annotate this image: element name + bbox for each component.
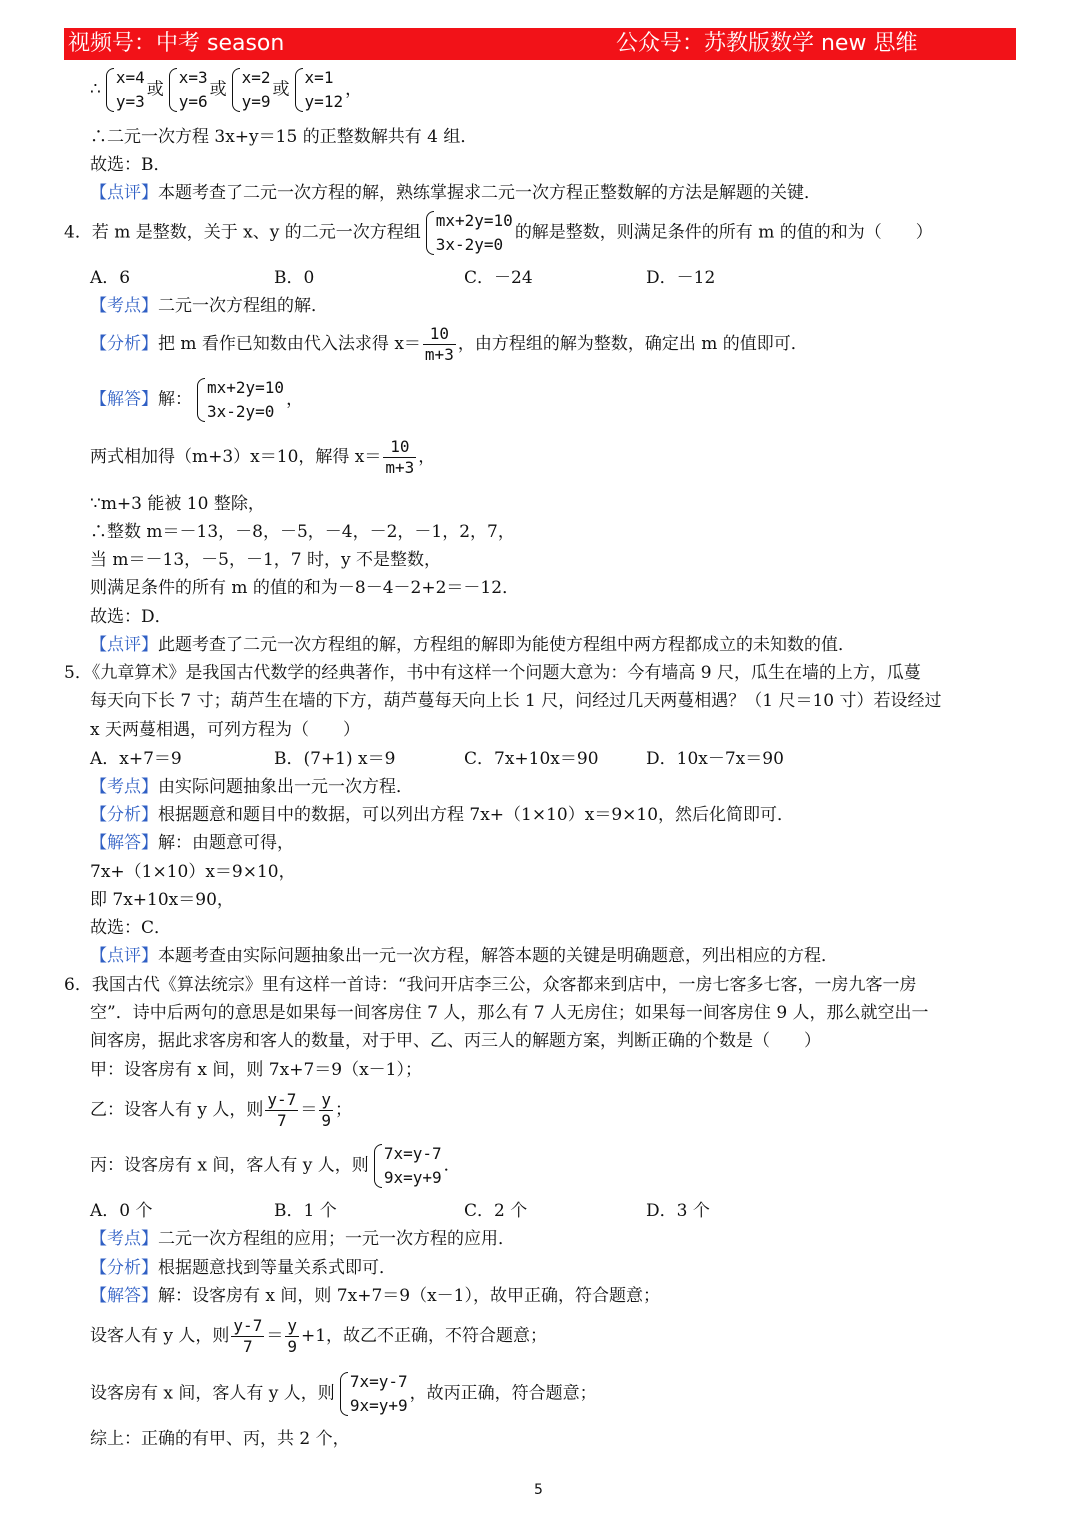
q5-solution: 【解答】解：由题意可得， bbox=[90, 833, 294, 853]
system-brace: 7x=y-7 9x=y+9 bbox=[371, 1142, 442, 1190]
q5-stem-line1: 5．《九章算术》是我国古代数学的经典著作，书中有这样一个问题大意为：今有墙高 9 尺，瓜生在墙的上方，瓜蔓 bbox=[64, 663, 921, 683]
q5-step1: 7x+（1×10）x＝9×10， bbox=[90, 862, 296, 882]
q5-option-d: D．10x－7x＝90 bbox=[646, 749, 784, 769]
review-tag: 【点评】 bbox=[90, 183, 158, 203]
system-brace: x=3 y=6 bbox=[166, 66, 208, 114]
q6-stem-line1: 6．我国古代《算法统宗》里有这样一首诗：“我问开店李三公，众客都来到店中，一房七客多七客，一房九客一房 bbox=[64, 975, 917, 995]
q3-solution-sets: ∴ x=4 y=3 或 x=3 y=6 或 x=2 y=9 或 x=1 y=12 ， bbox=[90, 66, 362, 114]
fraction: $\frac{y}{9}$ bbox=[287, 1316, 297, 1356]
q6-stem-line2: 空”．诗中后两句的意思是如果每一间客房住 7 人，那么有 7 人无房住；如果每一间客房住 9 人，那么就空出一 bbox=[90, 1003, 929, 1023]
q6-summary: 综上：正确的有甲、丙，共 2 个， bbox=[90, 1429, 350, 1449]
header-banner bbox=[64, 28, 1016, 60]
q4-point: 【考点】二元一次方程组的解． bbox=[90, 296, 328, 316]
q6-option-a: A．0 个 bbox=[90, 1201, 153, 1221]
q4-analysis: 【分析】把 m 看作已知数由代入法求得 x＝ $\frac{10}{m+3}$ ，由方程组的解为整数，确定出 m 的值即可． bbox=[90, 324, 808, 364]
q6-stem-line3: 间客房，据此求客房和客人的数量，对于甲、乙、丙三人的解题方案，判断正确的个数是（ ） bbox=[90, 1031, 821, 1051]
q4-answer: 故选：D． bbox=[90, 607, 172, 627]
q4-step4: 当 m＝－13，－5，－1，7 时，y 不是整数， bbox=[90, 550, 442, 570]
q4-review: 【点评】此题考查了二元一次方程组的解，方程组的解即为能使方程组中两方程都成立的未知数的值． bbox=[90, 635, 855, 655]
system-brace: 7x=y-7 9x=y+9 bbox=[337, 1370, 408, 1418]
system-brace: x=1 y=12 bbox=[292, 66, 344, 114]
fraction: $\frac{y-7}{7}$ bbox=[233, 1316, 263, 1356]
q6-solution: 【解答】解：设客房有 x 间，则 7x+7＝9（x－1），故甲正确，符合题意； bbox=[90, 1286, 660, 1306]
system-brace: mx+2y=10 3x-2y=0 bbox=[423, 209, 513, 257]
header-right-text: 公众号：苏教版数学 new 思维 bbox=[616, 31, 918, 56]
q4-stem: 4．若 m 是整数，关于 x、y 的二元一次方程组 mx+2y=10 3x-2y=0 的解是整数，则满足条件的所有 m 的值的和为（ ） bbox=[64, 209, 933, 257]
fraction: $\frac{y}{9}$ bbox=[321, 1090, 331, 1130]
q4-solution: 【解答】解： mx+2y=10 3x-2y=0 ， bbox=[90, 376, 303, 424]
q6-step-bing: 设客房有 x 间，客人有 y 人，则 7x=y-7 9x=y+9 ，故丙正确，符合题意； bbox=[90, 1370, 597, 1418]
q5-analysis: 【分析】根据题意和题目中的数据，可以列出方程 7x+（1×10）x＝9×10，然后化简即可． bbox=[90, 805, 795, 825]
q3-conclusion: ∴二元一次方程 3x+y＝15 的正整数解共有 4 组． bbox=[90, 127, 478, 147]
q3-answer: 故选：B． bbox=[90, 155, 171, 175]
q6-option-b: B．1 个 bbox=[274, 1201, 337, 1221]
q3-review: 【点评】本题考查了二元一次方程的解，熟练掌握求二元一次方程正整数解的方法是解题的关键． bbox=[90, 183, 821, 203]
q6-plan-bing: 丙：设客房有 x 间，客人有 y 人，则 7x=y-7 9x=y+9 ． bbox=[90, 1142, 461, 1190]
q5-step2: 即 7x+10x＝90， bbox=[90, 890, 234, 910]
q4-option-c: C．－24 bbox=[464, 268, 533, 288]
q4-step3: ∴整数 m＝－13，－8，－5，－4，－2，－1，2，7， bbox=[90, 522, 515, 542]
q6-plan-yi: 乙：设客人有 y 人，则 $\frac{y-7}{7}$ ＝ $\frac{y}{9}$ ； bbox=[90, 1090, 352, 1130]
page-number: 5 bbox=[534, 1482, 543, 1498]
q5-stem-line3: x 天两蔓相遇，可列方程为（ ） bbox=[90, 720, 360, 740]
system-brace: mx+2y=10 3x-2y=0 bbox=[194, 376, 284, 424]
system-brace: x=2 y=9 bbox=[229, 66, 271, 114]
q4-step2: ∵m+3 能被 10 整除， bbox=[90, 494, 265, 514]
q5-option-c: C．7x+10x＝90 bbox=[464, 749, 599, 769]
q6-plan-jia: 甲：设客房有 x 间，则 7x+7＝9（x－1）； bbox=[90, 1060, 422, 1080]
q5-option-b: B．(7+1) x＝9 bbox=[274, 749, 396, 769]
q6-analysis: 【分析】根据题意找到等量关系式即可． bbox=[90, 1258, 396, 1278]
q5-stem-line2: 每天向下长 7 寸；葫芦生在墙的下方，葫芦蔓每天向上长 1 尺，问经过几天两蔓相遇？（1 尺＝10 寸）若设经过 bbox=[90, 691, 942, 711]
q4-option-d: D．－12 bbox=[646, 268, 716, 288]
fraction: $\frac{y-7}{7}$ bbox=[267, 1090, 297, 1130]
fraction: $\frac{10}{m+3}$ bbox=[424, 324, 454, 364]
q5-review: 【点评】本题考查由实际问题抽象出一元一次方程，解答本题的关键是明确题意，列出相应的方程． bbox=[90, 946, 838, 966]
q5-option-a: A．x+7＝9 bbox=[90, 749, 182, 769]
q6-option-d: D．3 个 bbox=[646, 1201, 710, 1221]
q4-option-b: B．0 bbox=[274, 268, 315, 288]
q6-step-yi: 设客人有 y 人，则 $\frac{y-7}{7}$ ＝ $\frac{y}{9}$ +1，故乙不正确，不符合题意； bbox=[90, 1316, 548, 1356]
q4-option-a: A．6 bbox=[90, 268, 131, 288]
q5-answer: 故选：C． bbox=[90, 918, 172, 938]
q6-option-c: C．2 个 bbox=[464, 1201, 528, 1221]
q4-step1: 两式相加得（m+3）x＝10，解得 x＝ $\frac{10}{m+3}$ ， bbox=[90, 437, 436, 477]
q6-point: 【考点】二元一次方程组的应用；一元一次方程的应用． bbox=[90, 1229, 515, 1249]
q4-step5: 则满足条件的所有 m 的值的和为－8－4－2+2＝－12． bbox=[90, 578, 520, 598]
header-left-text: 视频号：中考 season bbox=[68, 31, 285, 56]
q5-point: 【考点】由实际问题抽象出一元一次方程． bbox=[90, 777, 413, 797]
fraction: $\frac{10}{m+3}$ bbox=[385, 437, 415, 477]
system-brace: x=4 y=3 bbox=[103, 66, 145, 114]
